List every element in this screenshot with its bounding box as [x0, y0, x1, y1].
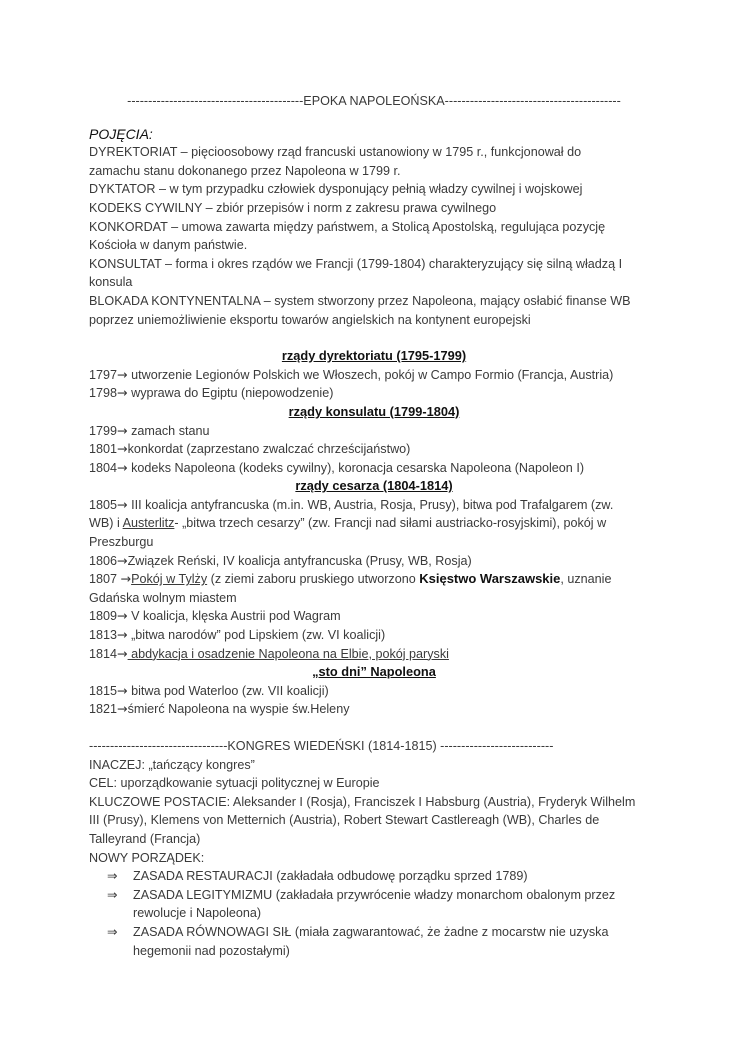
arrow-icon: → — [117, 627, 128, 643]
arrow-icon: → — [117, 682, 128, 698]
section-title-sto-dni: „sto dni” Napoleona — [312, 664, 436, 680]
section-title-dyrektoriat: rządy dyrektoriatu (1795-1799) — [281, 348, 467, 364]
event-1798 — [89, 384, 659, 403]
event-year: 1804 — [89, 460, 118, 475]
event-year: 1807 — [89, 572, 121, 587]
term-line: KONSULTAT – forma i okres rządów we Francji (1799-1804) charakteryzujący się silną władzą I — [89, 256, 623, 271]
event-1814 — [89, 645, 659, 664]
document-page — [89, 92, 659, 960]
zasada-text: ZASADA RESTAURACJI (zakładała odbudowę porządku sprzed 1789) — [133, 869, 528, 884]
arrow-icon: → — [117, 701, 128, 717]
heading-kongres-wiedenski: ---------------------------------KONGRES WIEDEŃSKI (1814-1815) --------------------------- — [89, 739, 554, 753]
event-text: wyprawa do Egiptu (niepowodzenie) — [127, 386, 334, 401]
event-text: - „bitwa trzech cesarzy” (zw. Francji nad siłami austriacko-rosyjskimi), pokój w — [174, 516, 607, 531]
term-line: KODEKS CYWILNY – zbiór przepisów i norm z zakresu prawa cywilnego — [89, 200, 497, 215]
terms-heading: POJĘCIA: — [89, 125, 153, 142]
event-1809 — [89, 607, 659, 626]
arrow-icon: → — [117, 608, 128, 624]
term-line: DYREKTORIAT – pięcioosobowy rząd francuski ustanowiony w 1795 r., funkcjonował do — [89, 145, 582, 160]
event-text: kodeks Napoleona (kodeks cywilny), koronacja cesarska Napoleona (Napoleon I) — [127, 460, 585, 475]
arrow-icon: → — [117, 496, 128, 512]
event-text: Związek Reński, IV koalicja antyfrancuska (Prusy, WB, Rosja) — [127, 553, 472, 568]
event-year: 1806 — [89, 553, 118, 568]
event-text: utworzenie Legionów Polskich we Włoszech, pokój w Campo Formio (Francja, Austria) — [127, 367, 614, 382]
zasada-text: ZASADA RÓWNOWAGI SIŁ (miała zagwarantować, że żadne z mocarstw nie uzyska hegemonii nad pozostałymi) — [133, 924, 609, 958]
term-line: konsula — [89, 275, 133, 290]
term-line: Kościoła w danym państwie. — [89, 238, 248, 253]
term-line: KONKORDAT – umowa zawarta między państwem, a Stolicą Apostolską, regulująca pozycję — [89, 219, 606, 234]
event-1807-cont: Gdańska wolnym miastem — [89, 590, 237, 605]
heading-epoka-napoleonska: ------------------------------------------EPOKA NAPOLEOŃSKA------------------------------------------ — [127, 94, 621, 108]
list-item — [89, 923, 659, 960]
event-year: 1799 — [89, 423, 118, 438]
event-1813 — [89, 626, 659, 645]
event-1797 — [89, 366, 659, 385]
double-arrow-icon: ⇒ — [107, 923, 118, 939]
arrow-icon: → — [120, 571, 132, 587]
event-1805 — [89, 496, 659, 515]
term-line: zamachu stanu dokonanego przez Napoleona w 1799 r. — [89, 163, 401, 178]
event-1804 — [89, 459, 659, 478]
event-year: 1813 — [89, 628, 118, 643]
section-title-konsulat: rządy konsulatu (1799-1804) — [288, 403, 460, 419]
event-year: 1801 — [89, 442, 118, 457]
event-1806 — [89, 552, 659, 571]
arrow-icon: → — [117, 459, 128, 475]
arrow-icon: → — [117, 385, 128, 401]
event-1801 — [89, 440, 659, 459]
event-text: V koalicja, klęska Austrii pod Wagram — [127, 609, 341, 624]
section-title-cesarz: rządy cesarza (1804-1814) — [295, 478, 453, 494]
arrow-icon: → — [117, 441, 128, 457]
congress-nowy-porzadek: NOWY PORZĄDEK: — [89, 850, 205, 865]
congress-cel: CEL: uporządkowanie sytuacji politycznej w Europie — [89, 776, 380, 791]
event-text: , uznanie — [560, 572, 612, 587]
pokoj-tylza-text: Pokój w Tylży — [131, 572, 208, 587]
congress-postacie: Talleyrand (Francja) — [89, 831, 201, 846]
list-item — [89, 886, 659, 923]
event-1821 — [89, 700, 659, 719]
term-line: DYKTATOR – w tym przypadku człowiek dysponujący pełnią władzy cywilnej i wojskowej — [89, 182, 583, 197]
event-text: „bitwa narodów” pod Lipskiem (zw. VI koalicji) — [127, 628, 386, 643]
double-arrow-icon: ⇒ — [107, 886, 118, 902]
arrow-icon: → — [117, 645, 128, 661]
congress-postacie: III (Prusy), Klemens von Metternich (Austria), Robert Stewart Castlereagh (WB), Charles de — [89, 813, 600, 828]
event-text: konkordat (zaprzestano zwalczać chrześcijaństwo) — [127, 442, 411, 457]
event-year: 1809 — [89, 609, 118, 624]
event-year: 1821 — [89, 702, 118, 717]
event-text: śmierć Napoleona na wyspie św.Heleny — [127, 702, 350, 717]
event-text: III koalicja antyfrancuska (m.in. WB, Austria, Rosja, Prusy), bitwa pod Trafalgarem (zw. — [127, 497, 614, 512]
arrow-icon: → — [117, 366, 128, 382]
event-year: 1814 — [89, 646, 118, 661]
austerlitz-link: Austerlitz — [122, 516, 175, 531]
event-year: 1805 — [89, 497, 118, 512]
congress-postacie: KLUCZOWE POSTACIE: Aleksander I (Rosja), Franciszek I Habsburg (Austria), Fryderyk Wilhelm — [89, 794, 636, 809]
ksiestwo-warszawskie-text: Księstwo Warszawskie — [419, 571, 561, 587]
event-text: WB) i — [89, 516, 123, 531]
event-1815 — [89, 682, 659, 701]
event-1805-cont: Preszburgu — [89, 535, 154, 550]
event-text: (z ziemi zaboru pruskiego utworzono — [207, 572, 420, 587]
event-1807 — [89, 570, 659, 589]
zasada-text: ZASADA LEGITYMIZMU (zakładała przywrócenie władzy monarchom obalonym przez rewolucje i Napoleona) — [133, 887, 616, 921]
event-text: abdykacja i osadzenie Napoleona na Elbie, pokój paryski — [127, 646, 449, 661]
arrow-icon: → — [117, 552, 128, 568]
event-year: 1797 — [89, 367, 118, 382]
event-year: 1798 — [89, 386, 118, 401]
term-line: BLOKADA KONTYNENTALNA – system stworzony przez Napoleona, mający osłabić finanse WB — [89, 293, 631, 308]
double-arrow-icon: ⇒ — [107, 868, 118, 884]
event-1799 — [89, 422, 659, 441]
event-text: zamach stanu — [127, 423, 210, 438]
terms-list — [89, 143, 659, 329]
event-text: bitwa pod Waterloo (zw. VII koalicji) — [127, 683, 329, 698]
event-1805-cont — [89, 514, 659, 533]
congress-inaczej: INACZEJ: „tańczący kongres” — [89, 757, 255, 772]
term-line: poprzez uniemożliwienie eksportu towarów angielskich na kontynent europejski — [89, 312, 531, 327]
arrow-icon: → — [117, 422, 128, 438]
list-item — [89, 867, 659, 886]
event-year: 1815 — [89, 683, 118, 698]
